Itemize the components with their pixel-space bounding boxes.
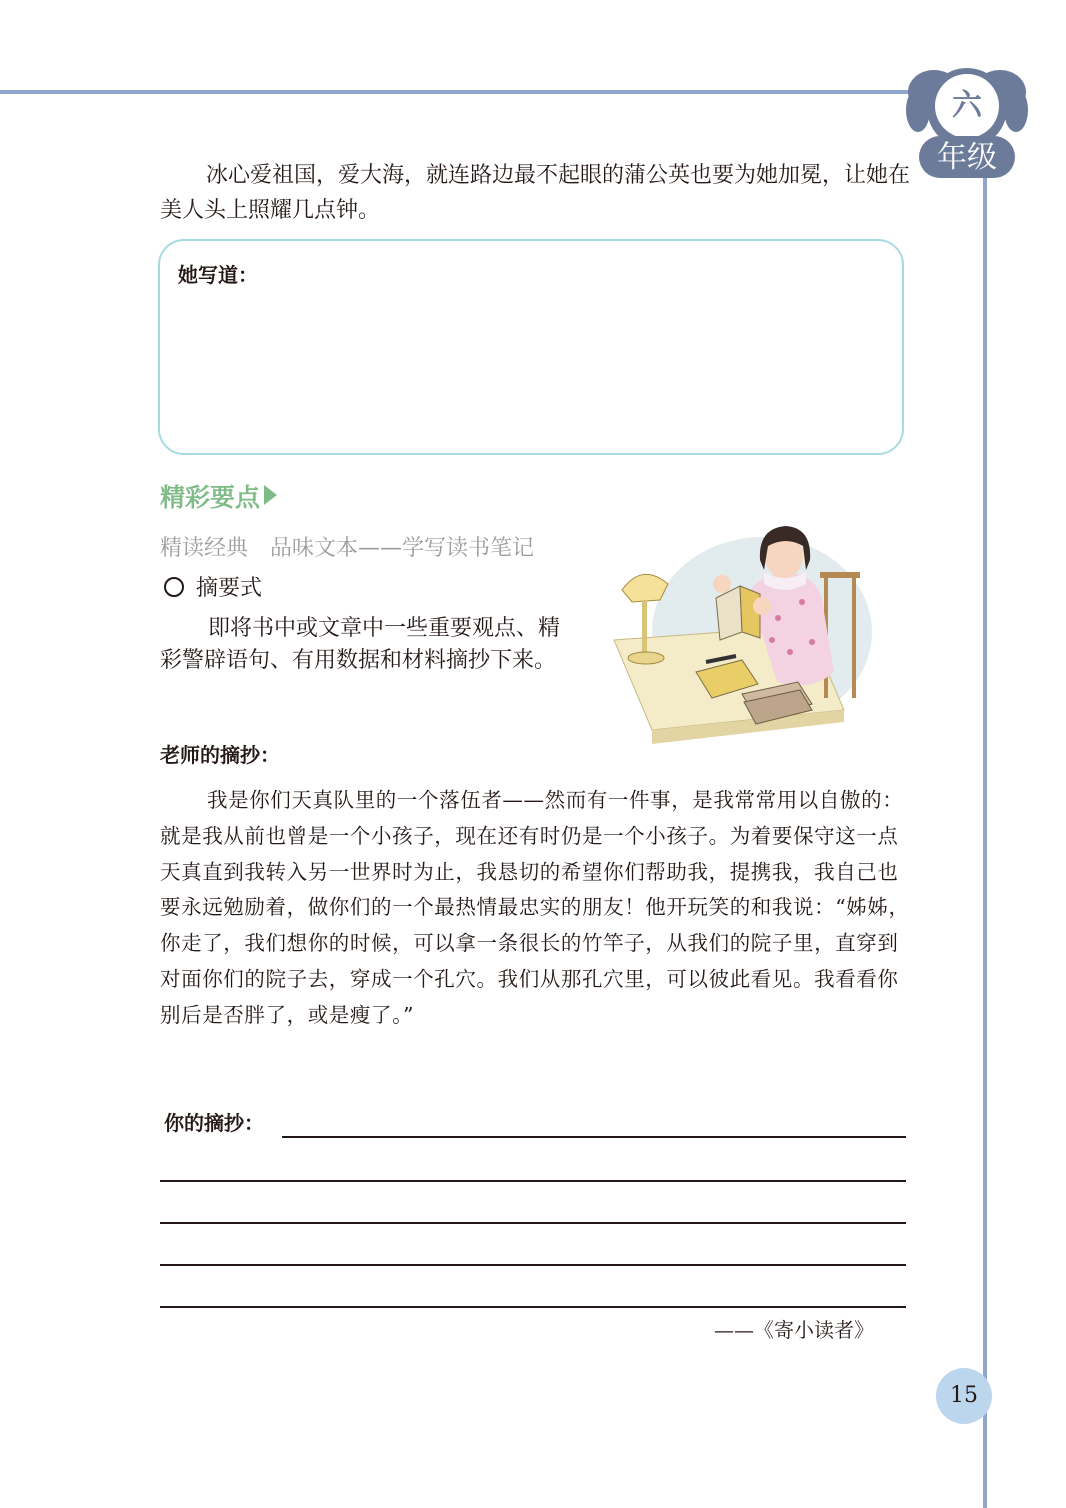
writing-line[interactable] [160,1306,906,1308]
writing-line[interactable] [160,1180,906,1182]
section-title: 精彩要点 [160,483,261,512]
top-border-line [0,90,940,94]
writing-line[interactable] [160,1264,906,1266]
grade-char: 六 [952,88,982,123]
writing-box-label: 她写道： [178,263,258,287]
right-border-line [983,160,987,1508]
method-heading [164,573,262,605]
grade-word: 年级 [937,140,997,175]
circle-bullet-icon [164,577,184,597]
writing-line[interactable] [282,1136,906,1138]
teacher-excerpt-label: 老师的摘抄： [160,743,280,767]
subtitle: 精读经典 品味文本——学写读书笔记 [160,536,535,561]
triangle-arrow-icon [264,485,277,505]
source-citation: ——《寄小读者》 [714,1318,874,1342]
writing-line[interactable] [160,1222,906,1224]
teacher-excerpt-text: 我是你们天真队里的一个落伍者——然而有一件事，是我常常用以自傲的：就是我从前也曾是一个小孩子，现在还有时仍是一个小孩子。为着要保守这一点天真直到我转入另一世界时为止，我恳切的希望你们帮助我，提携我，我自己也要永远勉励着，做你们的一个最热情最忠实的朋友！他开玩笑的和我说：“姊姊，你走了，我们想你的时候，可以拿一条很长的竹竿子，从我们的院子里，直穿到对面你们的院子去，穿成一个孔穴。我们从那孔穴里，可以彼此看见。我看看你别后是否胖了，或是瘦了。” [160,788,910,1027]
section-heading [160,480,277,516]
intro-paragraph: 冰心爱祖国，爱大海，就连路边最不起眼的蒲公英也要为她加冕，让她在美人头上照耀几点钟。 [160,163,911,223]
your-excerpt-label: 你的摘抄： [164,1111,264,1135]
page-number: 15 [936,1368,992,1424]
girl-reading-illustration [612,522,874,750]
method-name: 摘要式 [196,576,263,601]
method-description: 即将书中或文章中一些重要观点、精彩警辟语句、有用数据和材料摘抄下来。 [160,616,561,673]
writing-box[interactable] [158,239,904,455]
